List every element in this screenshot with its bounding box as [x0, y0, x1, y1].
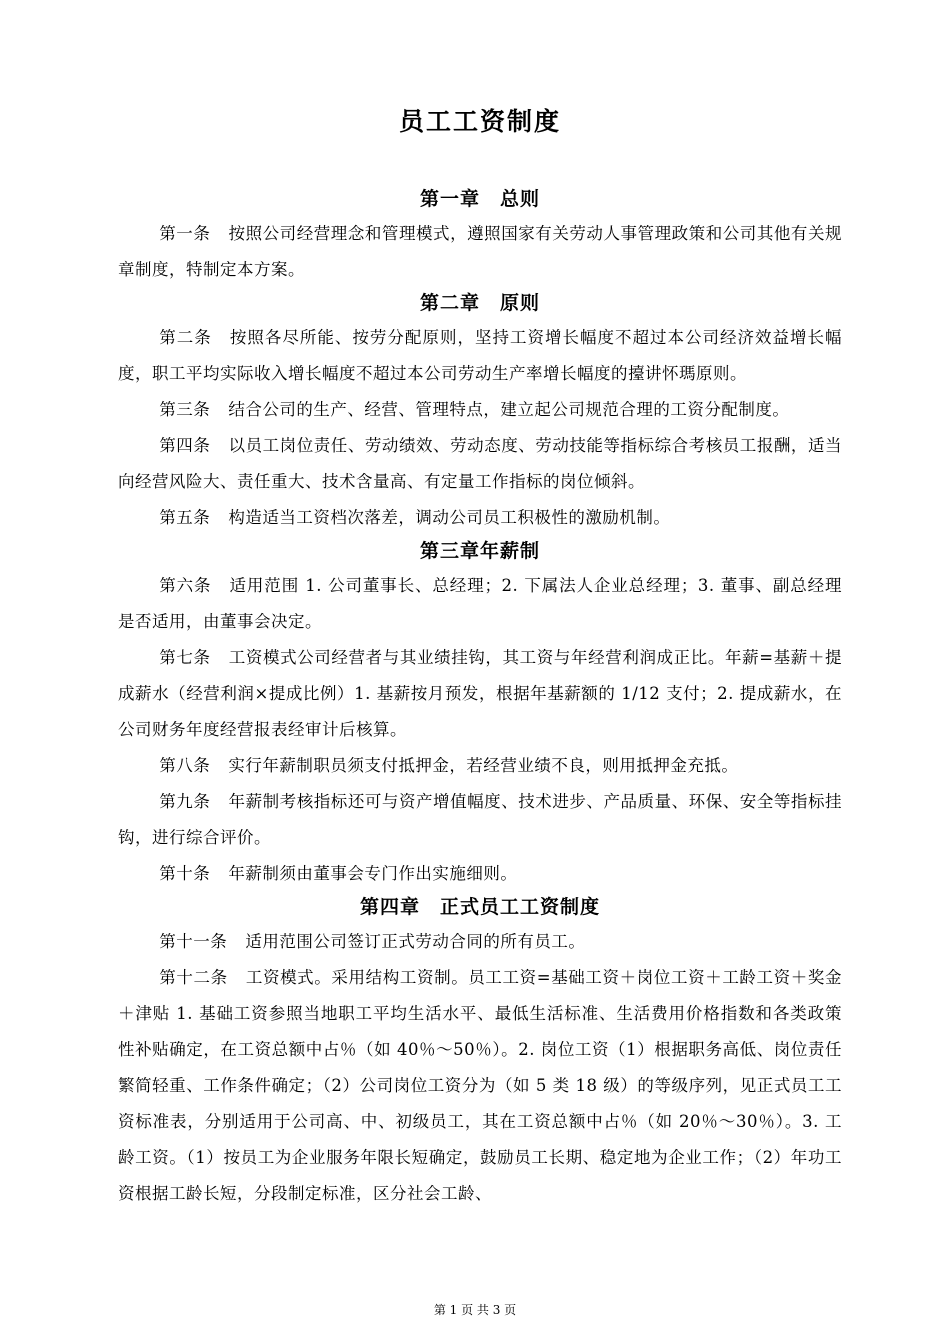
article-text: 适用范围公司签订正式劳动合同的所有员工。 — [245, 932, 586, 951]
article-text: 年薪制考核指标还可与资产增值幅度、技术进步、产品质量、环保、安全等指标挂钩，进行综合评价。 — [118, 792, 843, 847]
article-text: 实行年薪制职员须支付抵押金，若经营业绩不良，则用抵押金充抵。 — [228, 756, 739, 775]
article-text: 年薪制须由董事会专门作出实施细则。 — [228, 864, 518, 883]
chapter-heading-2: 第二章 原则 — [419, 292, 540, 314]
article-text: 以员工岗位责任、劳动绩效、劳动态度、劳动技能等指标综合考核员工报酬，适当向经营风险大、责任重大、技术含量高、有定量工作指标的岗位倾斜。 — [118, 436, 843, 491]
article-text: 工资模式公司经营者与其业绩挂钩，其工资与年经营利润成正比。年薪=基薪＋提成薪水（经营利润×提成比例）1. 基薪按月预发，根据年基薪额的 1/12 支付；2. 提成薪水，在公司财务年度经营报表经审计后核算。 — [118, 648, 843, 739]
article-number: 第十二条 — [159, 968, 228, 987]
article-number: 第七条 — [159, 648, 211, 667]
article-7 — [118, 640, 842, 748]
article-number: 第二条 — [159, 328, 212, 347]
article-11 — [118, 924, 842, 960]
article-10 — [118, 856, 842, 892]
article-5 — [118, 500, 842, 536]
article-9 — [118, 784, 842, 856]
article-1 — [118, 216, 842, 288]
article-6 — [118, 568, 842, 640]
article-4 — [118, 428, 842, 500]
article-number: 第六条 — [159, 576, 212, 595]
article-number: 第九条 — [159, 792, 211, 811]
article-3 — [118, 392, 842, 428]
article-number: 第八条 — [159, 756, 211, 775]
article-text: 结合公司的生产、经营、管理特点，建立起公司规范合理的工资分配制度。 — [228, 400, 790, 419]
article-text: 工资模式。采用结构工资制。员工工资=基础工资＋岗位工资＋工龄工资＋奖金＋津贴 1. 基础工资参照当地职工平均生活水平、最低生活标准、生活费用价格指数和各类政策性补贴确定，在工资总额中占％（如 40％～50％）。2. 岗位工资（1）根据职务高低、岗位责任繁简轻重、工作条件确定；（2）公司岗位工资分为（如 5 类 18 级）的等级序列，见正式员工工资标准表，分别适用于公司高、中、初级员工，其在工资总额中占％（如 20％～30％）。3. 工龄工资。（1）按员工为企业服务年限长短确定，鼓励员工长期、稳定地为企业工作；（2）年功工资根据工龄长短，分段制定标准，区分社会工龄、 — [118, 968, 842, 1203]
article-text: 适用范围 1. 公司董事长、总经理；2. 下属法人企业总经理；3. 董事、副总经理是否适用，由董事会决定。 — [118, 576, 842, 631]
article-number: 第十条 — [159, 864, 211, 883]
article-number: 第一条 — [159, 224, 211, 243]
chapter-heading-4: 第四章 正式员工工资制度 — [359, 896, 600, 918]
article-text: 构造适当工资档次落差，调动公司员工积极性的激励机制。 — [228, 508, 671, 527]
chapter-heading-3: 第三章年薪制 — [419, 540, 540, 562]
article-text: 按照公司经营理念和管理模式，遵照国家有关劳动人事管理政策和公司其他有关规章制度，特制定本方案。 — [118, 224, 843, 279]
chapter-heading-1: 第一章 总则 — [419, 188, 540, 210]
document-title: 员工工资制度 — [398, 107, 561, 136]
article-number: 第十一条 — [159, 932, 228, 951]
article-12 — [118, 960, 842, 1212]
article-text: 按照各尽所能、按劳分配原则，坚持工资增长幅度不超过本公司经济效益增长幅度，职工平均实际收入增长幅度不超过本公司劳动生产率增长幅度的擡讲怀瑪原则。 — [118, 328, 843, 383]
article-8 — [118, 748, 842, 784]
article-number: 第四条 — [159, 436, 211, 455]
article-2 — [118, 320, 842, 392]
article-number: 第三条 — [159, 400, 211, 419]
article-number: 第五条 — [159, 508, 211, 527]
page-footer: 第 1 页 共 3 页 — [433, 1303, 517, 1317]
